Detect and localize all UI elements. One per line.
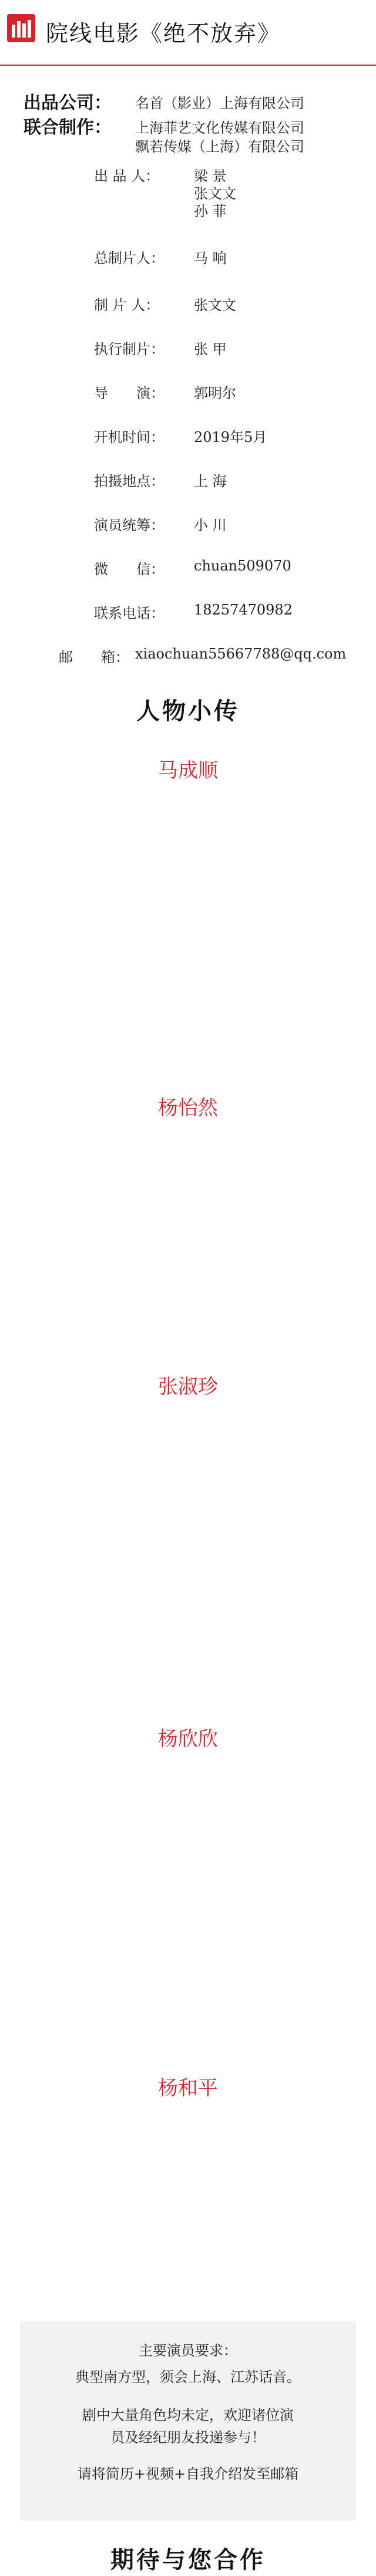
film-title: 院线电影《绝不放弃》 — [46, 21, 281, 46]
producer-row — [0, 88, 376, 113]
crew-value: 张 甲 — [194, 341, 227, 357]
crew-label: 邮 箱： — [59, 649, 129, 666]
crew-value: 上 海 — [194, 473, 227, 489]
crew-value: 2019年5月 — [194, 429, 267, 445]
header-banner — [0, 0, 376, 88]
notice-title: 主要演员要求： — [139, 2342, 237, 2359]
crew-value: 孙 菲 — [194, 203, 227, 220]
section-title: 人物小传 — [136, 697, 240, 725]
coproducer-label: 联合制作： — [24, 117, 112, 138]
producer-value: 名首（影业）上海有限公司 — [135, 95, 304, 112]
crew-value: xiaochuan55667788@qq.com — [135, 646, 347, 662]
crew-label: 开机时间： — [94, 429, 164, 445]
crew-value: 马 响 — [194, 250, 227, 266]
banner-divider — [0, 65, 376, 66]
character-name: 张淑珍 — [158, 1375, 218, 1399]
crew-value: 小 川 — [194, 517, 227, 534]
crew-value: chuan509070 — [194, 558, 291, 574]
coproducer-value-2: 飘若传媒（上海）有限公司 — [135, 139, 304, 155]
crew-label: 联系电话： — [94, 605, 164, 622]
crew-label: 演员统筹： — [94, 517, 164, 534]
casting-notice — [20, 2321, 356, 2521]
studio-logo-icon — [7, 14, 35, 42]
crew-value: 张文文 — [194, 297, 236, 313]
character-name: 杨和平 — [158, 2077, 218, 2100]
notice-line: 员及经纪朋友投递参与！ — [110, 2429, 266, 2446]
coproducer-row-2 — [0, 135, 376, 155]
crew-label: 微 信： — [94, 561, 164, 578]
crew-label: 制 片 人： — [94, 297, 160, 313]
character-name: 马成顺 — [158, 759, 218, 782]
crew-value: 18257470982 — [194, 602, 293, 618]
notice-line: 请将简历+视频+自我介绍发至邮箱 — [77, 2466, 299, 2482]
footer-title: 期待与您合作 — [110, 2546, 266, 2574]
character-name: 杨怡然 — [158, 1096, 218, 1120]
crew-label: 出 品 人： — [94, 168, 160, 184]
crew-value: 梁 景 — [194, 168, 227, 184]
notice-line: 剧中大量角色均未定，欢迎诸位演 — [82, 2407, 294, 2423]
character-name: 杨欣欣 — [158, 1727, 218, 1751]
coproducer-row — [0, 113, 376, 138]
crew-value: 张文文 — [194, 185, 236, 202]
crew-label: 执行制片： — [94, 341, 164, 357]
coproducer-value: 上海菲艺文化传媒有限公司 — [135, 120, 304, 136]
crew-label: 总制片人： — [94, 250, 164, 266]
producer-label: 出品公司： — [24, 93, 112, 113]
notice-line: 典型南方型，须会上海、江苏话音。 — [75, 2369, 301, 2385]
crew-label: 拍摄地点： — [94, 473, 164, 489]
crew-label: 导 演： — [94, 385, 164, 401]
crew-value: 郭明尔 — [194, 385, 236, 401]
